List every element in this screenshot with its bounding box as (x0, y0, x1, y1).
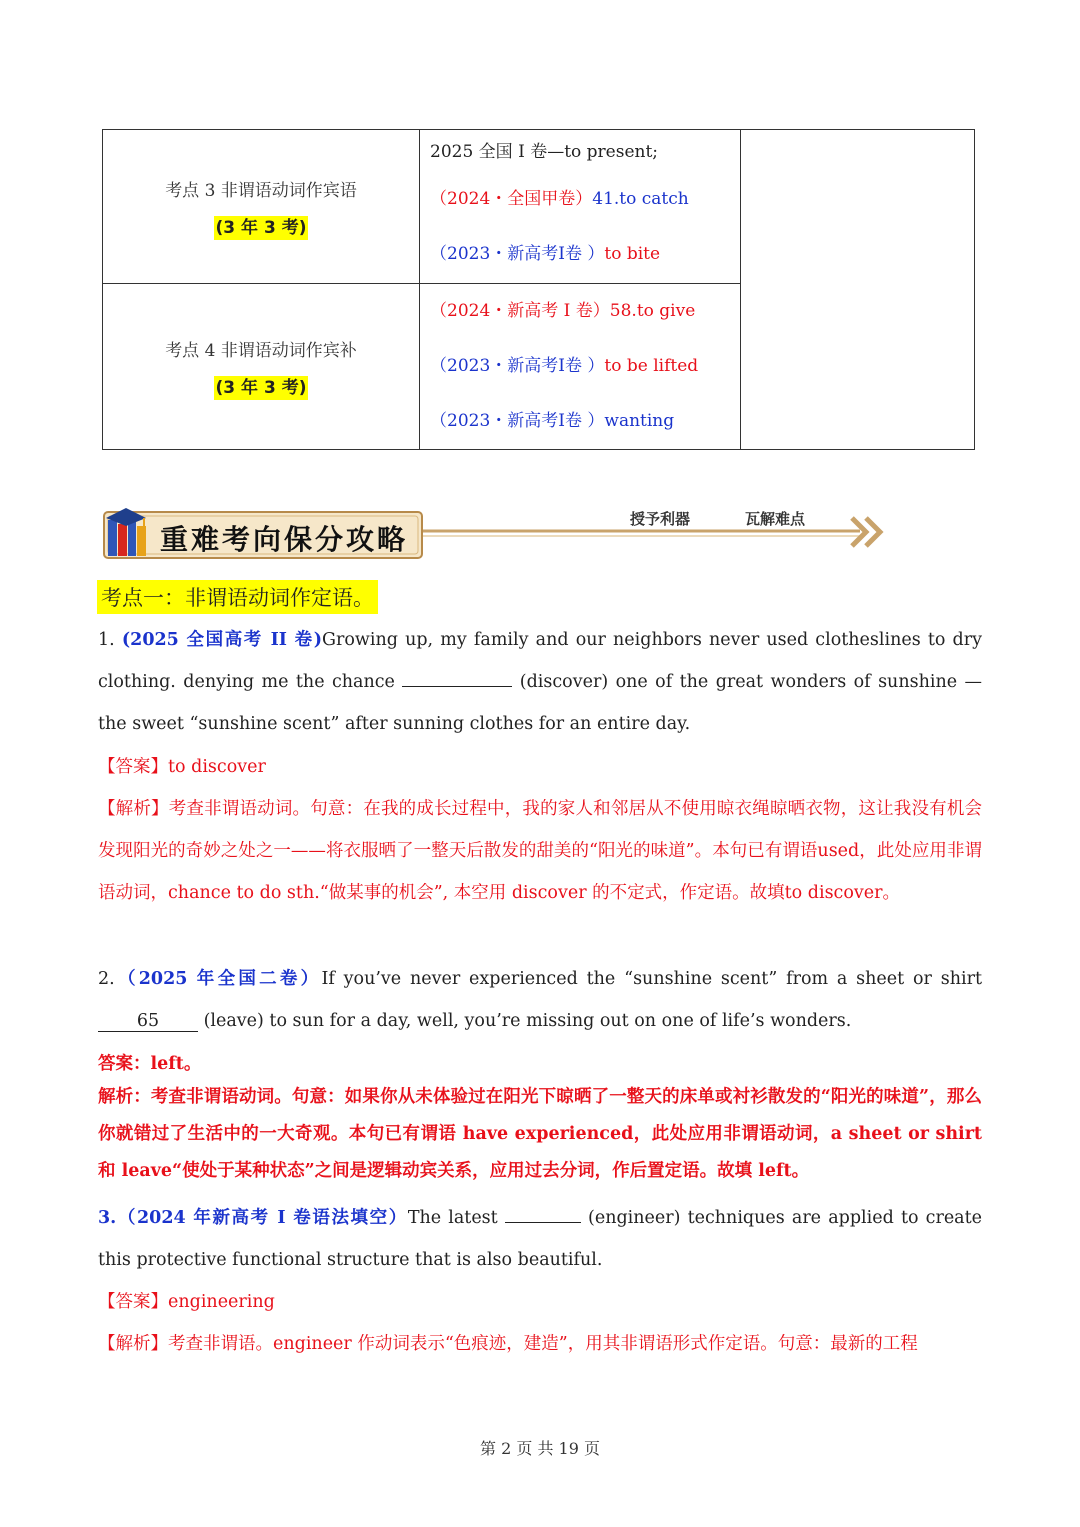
frequency-badge: (3 年 3 考) (215, 217, 307, 238)
section-title: 考点一：非谓语动词作定语。 (97, 580, 378, 614)
question-2: 2.（2025 年全国二卷）If you’ve never experienced the “sunshine scent” from a sheet or shirt 65 (leave) to sun for a day, well, you’re missing out on one of life’s wonders. (98, 969, 982, 1031)
table-cell-empty (741, 130, 975, 450)
question-1: 1. (2025 全国高考 II 卷)Growing up, my family and our neighbors never used clotheslines to dry clothing. denying me the chance (discover) one of the great wonders of sunshine — the sweet “sunshine scent” after sunning clothes for an entire day. (98, 630, 983, 734)
frequency-badge: (3 年 3 考) (215, 377, 307, 398)
exam-point-label: 考点 4 非谓语动词作宾补 (165, 340, 357, 361)
answer-blank (402, 666, 512, 687)
analysis-3: 【解析】考查非谓语。engineer 作动词表示“色痕迹，建造”，用其非谓语形式作定语。句意：最新的工程 (98, 1334, 918, 1354)
books-icon (106, 508, 146, 556)
exam-points-table (102, 129, 975, 450)
source-line: 2025 全国 I 卷—to present; (430, 141, 659, 162)
source-line: （2024・全国甲卷）41.to catch (430, 188, 689, 209)
source-line: （2024・新高考 I 卷）58.to give (430, 301, 696, 321)
answer-2: 答案：left。 (98, 1054, 202, 1074)
answer-3: 【答案】engineering (98, 1292, 275, 1312)
question-3: 3.（2024 年新高考 I 卷语法填空）The latest (engineer) techniques are applied to create this protective functional structure that is also beautiful. (98, 1197, 982, 1281)
table-cell-sources (420, 284, 741, 450)
page-footer: 第 2 页 共 19 页 (480, 1439, 600, 1458)
question-source: (2025 全国高考 II 卷) (121, 630, 322, 650)
analysis-2: 解析：考查非谓语动词。句意：如果你从未体验过在阳光下晾晒了一整天的床单或衬衫散发的“阳光的味道”，那么你就错过了生活中的一大奇观。本句已有谓语 have experienced，此处应用非谓语动词，a sheet or shirt 和 leave“使处于某种状态”之间是逻辑动宾关系，应用过去分词，作后置定语。故填 left。 (98, 1087, 982, 1181)
table-cell-label (103, 284, 420, 450)
banner-tagline-left: 授予利器 (630, 510, 691, 528)
table-cell-label (103, 130, 420, 284)
table-row (103, 130, 975, 284)
exam-point-label: 考点 3 非谓语动词作宾语 (165, 180, 357, 201)
answer-blank: 65 (98, 1011, 198, 1032)
analysis-1: 【解析】考查非谓语动词。句意：在我的成长过程中，我的家人和邻居从不使用晾衣绳晾晒衣物，这让我没有机会发现阳光的奇妙之处之一——将衣服晒了一整天后散发的甜美的“阳光的味道”。本句已有谓语used，此处应用非谓语动词，chance to do sth.“做某事的机会”, 本空用 discover 的不定式，作定语。故填to discover。 (98, 799, 982, 903)
source-line: （2023・新高考Ⅰ卷 ）to bite (430, 243, 661, 264)
table-cell-sources (420, 130, 741, 284)
question-source: （2025 年全国二卷） (114, 969, 322, 989)
answer-blank (505, 1202, 581, 1223)
source-line: （2023・新高考Ⅰ卷 ）to be lifted (430, 356, 699, 376)
section-banner (100, 504, 890, 564)
answer-1: 【答案】to discover (98, 757, 266, 777)
source-line: （2023・新高考Ⅰ卷 ）wanting (430, 411, 675, 431)
question-source: （2024 年新高考 I 卷语法填空） (116, 1208, 408, 1228)
banner-title: 重难考向保分攻略 (160, 523, 409, 556)
banner-tagline-right: 瓦解难点 (745, 510, 806, 528)
